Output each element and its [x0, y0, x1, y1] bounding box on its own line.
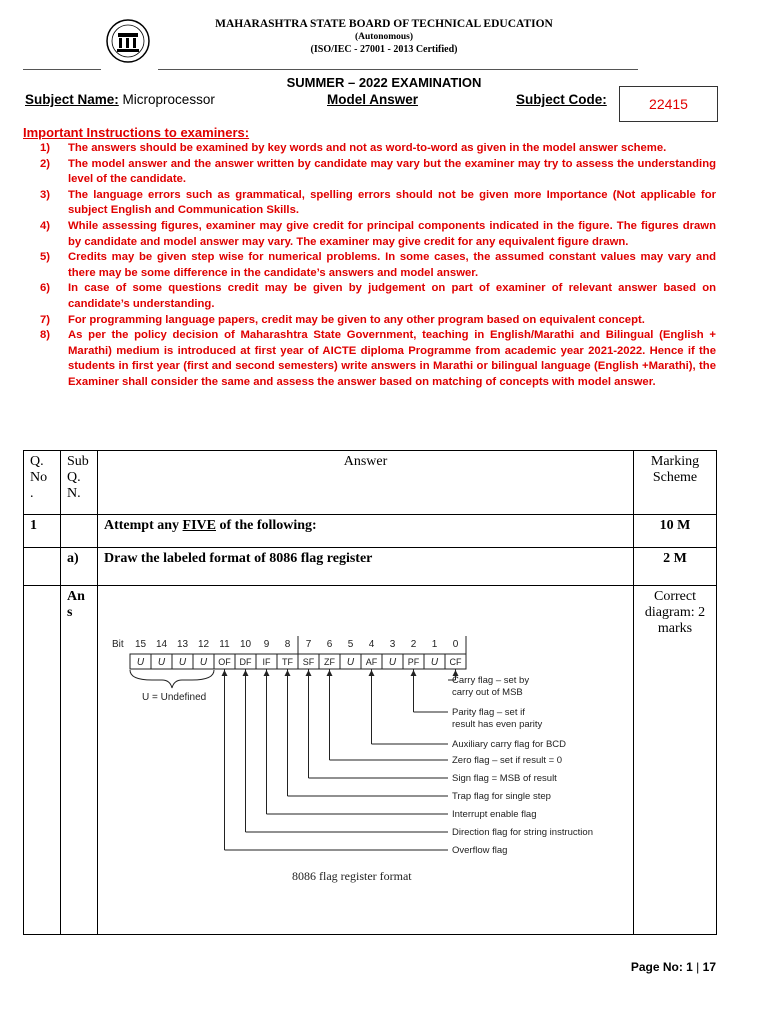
flag-cell: OF	[218, 657, 231, 667]
instructions-title: Important Instructions to examiners:	[23, 125, 250, 140]
flag-register-figure	[112, 622, 632, 892]
instruction-item	[40, 141, 716, 157]
instructions-list	[40, 141, 716, 391]
flag-cell: U	[199, 657, 208, 668]
table-row	[24, 548, 717, 586]
bit-number: 4	[368, 639, 375, 650]
page-separator: |	[696, 960, 700, 974]
flag-label: Overflow flag	[452, 845, 508, 856]
row-qno	[24, 586, 61, 935]
page-total: 17	[702, 960, 716, 974]
flag-cell: ZF	[324, 657, 335, 667]
instruction-text: In case of some questions credit may be given by judgement on part of examiner of relevant answer based on candidate’s understanding.	[68, 282, 716, 310]
leader-lines	[222, 669, 459, 850]
arrow-head	[327, 670, 333, 676]
answer-text-underlined: FIVE	[182, 518, 216, 533]
arrow-head	[285, 670, 291, 676]
flag-label: Carry flag – set by	[452, 675, 530, 686]
flag-labels	[452, 675, 593, 856]
instruction-number: 8)	[40, 329, 51, 342]
flag-cell: U	[346, 657, 355, 668]
row-marks: Correct diagram: 2 marks	[634, 586, 717, 935]
header-rule-right	[158, 69, 638, 70]
bit-number: 13	[176, 639, 189, 650]
instruction-number: 1)	[40, 142, 51, 154]
header-marking: Marking Scheme	[634, 451, 717, 515]
row-marks: 10 M	[634, 515, 717, 548]
flag-cell: U	[388, 657, 397, 668]
bit-numbers	[112, 636, 466, 654]
bit-number: 11	[219, 639, 230, 650]
instruction-text: As per the policy decision of Maharashtra State Government, teaching in English/Marathi and Bilingual (English + Marathi) medium is introduced at first year of AICTE diploma Programme from academic year 2021-2022. Hence if the students in first year (first and second semesters) write answers in Marathi or bilingual language (English +Marathi), the Examiner shall consider the same and assess the answer based on matching of concepts with model answer.	[68, 329, 716, 388]
arrow-head	[411, 670, 417, 676]
row-qno: 1	[24, 515, 61, 548]
certification-note: (ISO/IEC - 27001 - 2013 Certified)	[310, 44, 458, 55]
answer-text-post: of the following:	[216, 518, 317, 533]
flag-cell: U	[136, 657, 145, 668]
instruction-number: 7)	[40, 313, 51, 326]
flag-cell: U	[178, 657, 187, 668]
instruction-number: 5)	[40, 251, 51, 264]
subject-name-group	[25, 92, 215, 107]
flag-cell: U	[157, 657, 166, 668]
row-qno	[24, 548, 61, 586]
bit-number: 0	[452, 639, 459, 650]
flag-cell: SF	[302, 657, 315, 667]
instruction-number: 6)	[40, 282, 51, 295]
row-answer	[98, 515, 634, 548]
instruction-item	[40, 313, 716, 329]
subject-code-box: 22415	[619, 86, 718, 122]
instruction-number: 2)	[40, 157, 51, 170]
bit-number: 14	[155, 639, 168, 650]
flag-cell: DF	[239, 657, 252, 667]
bit-number: 8	[284, 639, 291, 650]
undefined-note: U = Undefined	[142, 692, 207, 703]
table-header-row	[24, 451, 717, 515]
flag-label: Zero flag – set if result = 0	[452, 755, 563, 766]
flag-label: result has even parity	[452, 719, 543, 730]
flag-cell: IF	[262, 657, 271, 667]
table-row	[24, 515, 717, 548]
bit-number: 2	[410, 639, 417, 650]
instruction-item	[40, 188, 716, 219]
instruction-text: The language errors such as grammatical, spelling errors should not be given more Importance (Not applicable for subject English and Communication Skills.	[68, 188, 716, 217]
row-subq: An s	[61, 586, 98, 935]
instruction-text: The answers should be examined by key words and not as word-to-word as given in the model answer scheme.	[68, 142, 667, 154]
row-answer: Draw the labeled format of 8086 flag register	[98, 548, 634, 586]
instruction-text: The model answer and the answer written by candidate may vary but the examiner may try to assess the understanding level of the candidate.	[68, 157, 716, 186]
arrow-head	[222, 670, 228, 676]
subject-name-label: Subject Name:	[25, 92, 119, 107]
model-answer-label: Model Answer	[327, 92, 419, 107]
flag-label: Sign flag = MSB of result	[452, 773, 557, 784]
row-subq	[61, 515, 98, 548]
instruction-item	[40, 281, 716, 312]
header-answer: Answer	[98, 451, 634, 515]
bit-number: 15	[134, 639, 147, 650]
undefined-brace	[130, 670, 214, 688]
answer-text-pre: Attempt any	[104, 518, 183, 533]
instruction-text: Credits may be given step wise for numerical problems. In some cases, the assumed constant values may vary and there may be some difference in the candidate’s answers and model answer.	[68, 251, 716, 279]
page-number	[631, 960, 716, 974]
flag-cell: AF	[365, 657, 378, 667]
flag-cell: CF	[449, 657, 462, 667]
instruction-number: 4)	[40, 219, 51, 232]
row-marks: 2 M	[634, 548, 717, 586]
bit-number: 1	[431, 639, 438, 650]
instruction-item	[40, 328, 716, 390]
flag-cell: PF	[407, 657, 420, 667]
flag-cell: TF	[282, 657, 293, 667]
instruction-text: For programming language papers, credit may be given to any other program based on equivalent concept.	[68, 313, 645, 326]
instruction-item	[40, 219, 716, 250]
arrow-head	[243, 670, 249, 676]
subject-code-label: Subject Code:	[516, 92, 607, 107]
flag-label: Parity flag – set if	[452, 707, 525, 718]
autonomous-note: (Autonomous)	[354, 32, 414, 42]
bit-number: 10	[239, 639, 252, 650]
header-rule-left	[23, 69, 101, 70]
arrow-head	[264, 670, 270, 676]
header-qno: Q. No .	[24, 451, 61, 515]
header-subq: Sub Q. N.	[61, 451, 98, 515]
figure-caption: 8086 flag register format	[292, 869, 412, 883]
flag-label: Auxiliary carry flag for BCD	[452, 739, 567, 750]
page-label: Page No: 1	[630, 960, 693, 974]
bit-label: Bit	[112, 639, 124, 650]
instruction-number: 3)	[40, 188, 51, 201]
arrow-head	[306, 670, 312, 676]
bit-number: 6	[326, 639, 333, 650]
flag-label: carry out of MSB	[452, 687, 523, 698]
bit-number: 12	[197, 639, 210, 650]
exam-title: SUMMER – 2022 EXAMINATION	[286, 75, 482, 90]
flag-cell: U	[430, 657, 439, 668]
bit-number: 7	[305, 639, 312, 650]
row-subq: a)	[61, 548, 98, 586]
flag-label: Interrupt enable flag	[452, 809, 537, 820]
board-name: MAHARASHTRA STATE BOARD OF TECHNICAL EDUCATION	[215, 18, 553, 30]
flag-label: Direction flag for string instruction	[452, 827, 593, 838]
instruction-item	[40, 250, 716, 281]
instruction-text: While assessing figures, examiner may give credit for principal components indicated in the figure. The figures drawn by candidate and model answer may vary. The examiner may give credit for any equivalent figure drawn.	[68, 219, 716, 248]
subject-name: Microprocessor	[122, 92, 215, 107]
flag-label: Trap flag for single step	[452, 791, 551, 802]
bit-number: 3	[389, 639, 396, 650]
flag-cells	[130, 654, 466, 669]
instruction-item	[40, 157, 716, 188]
bit-number: 5	[347, 639, 354, 650]
arrow-head	[369, 670, 375, 676]
bit-number: 9	[263, 639, 270, 650]
